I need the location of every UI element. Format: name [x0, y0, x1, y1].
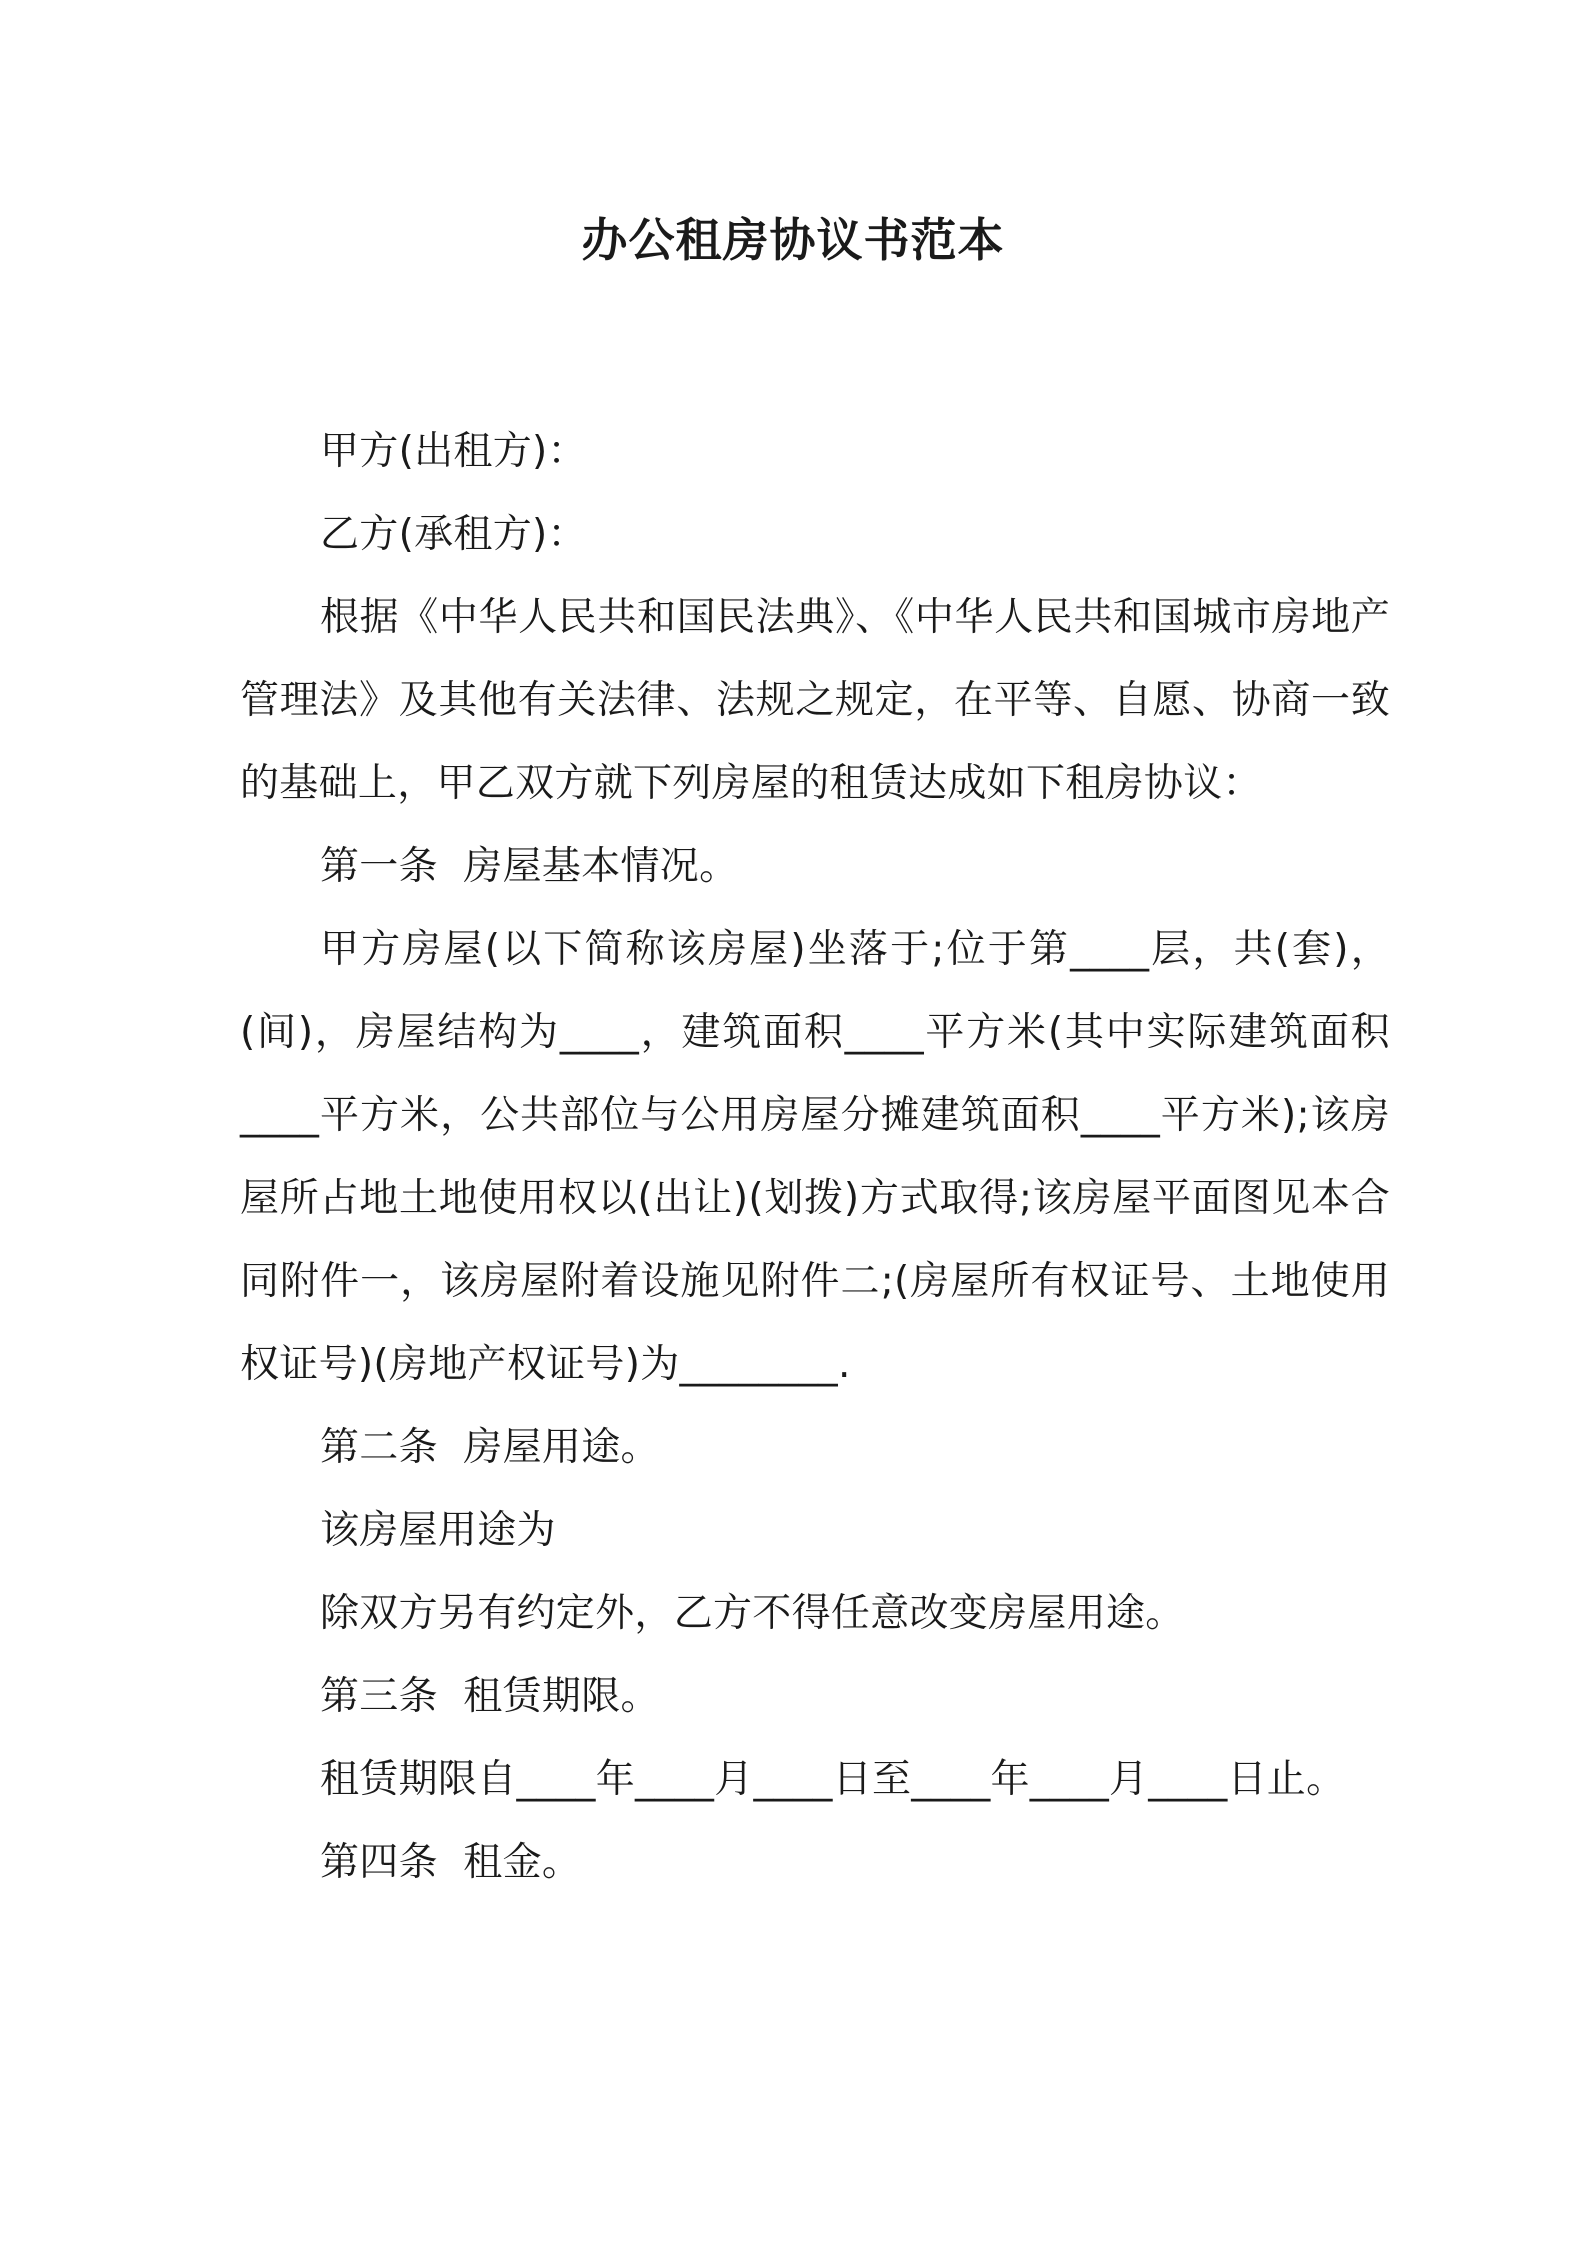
- document-title: 办公租房协议书范本: [581, 213, 1005, 267]
- article-1-heading: 第一条 房屋基本情况。: [320, 844, 739, 889]
- preamble-paragraph: 根据《中华人民共和国民法典》、《中华人民共和国城市房地产管理法》及其他有关法律、法规之规定，在平等、自愿、协商一致的基础上，甲乙双方就下列房屋的租赁达成如下租房协议：: [240, 595, 1390, 806]
- article-2-restriction-line: 除双方另有约定外，乙方不得任意改变房屋用途。: [320, 1591, 1185, 1636]
- party-b-line: 乙方(承租方)：: [320, 512, 587, 557]
- article-1-paragraph: 甲方房屋(以下简称该房屋)坐落于;位于第____层，共(套)，(间)，房屋结构为____，建筑面积____平方米(其中实际建筑面积____平方米，公共部位与公用房屋分摊建筑面积____平方米);该房屋所占地土地使用权以(出让)(划拨)方式取得;该房屋平面图见本合同附件一，该房屋附着设施见附件二;(房屋所有权证号、土地使用权证号)(房地产权证号)为________.: [240, 927, 1390, 1387]
- article-2-heading: 第二条 房屋用途。: [320, 1425, 660, 1470]
- article-4-heading: 第四条 租金。: [320, 1840, 582, 1885]
- article-2-usage-line: 该房屋用途为: [320, 1508, 556, 1553]
- document-body: [240, 410, 1390, 1904]
- party-a-line: 甲方(出租方)：: [320, 429, 587, 474]
- article-3-heading: 第三条 租赁期限。: [320, 1674, 660, 1719]
- article-3-term-paragraph: 租赁期限自____年____月____日至____年____月____日止。: [320, 1757, 1346, 1802]
